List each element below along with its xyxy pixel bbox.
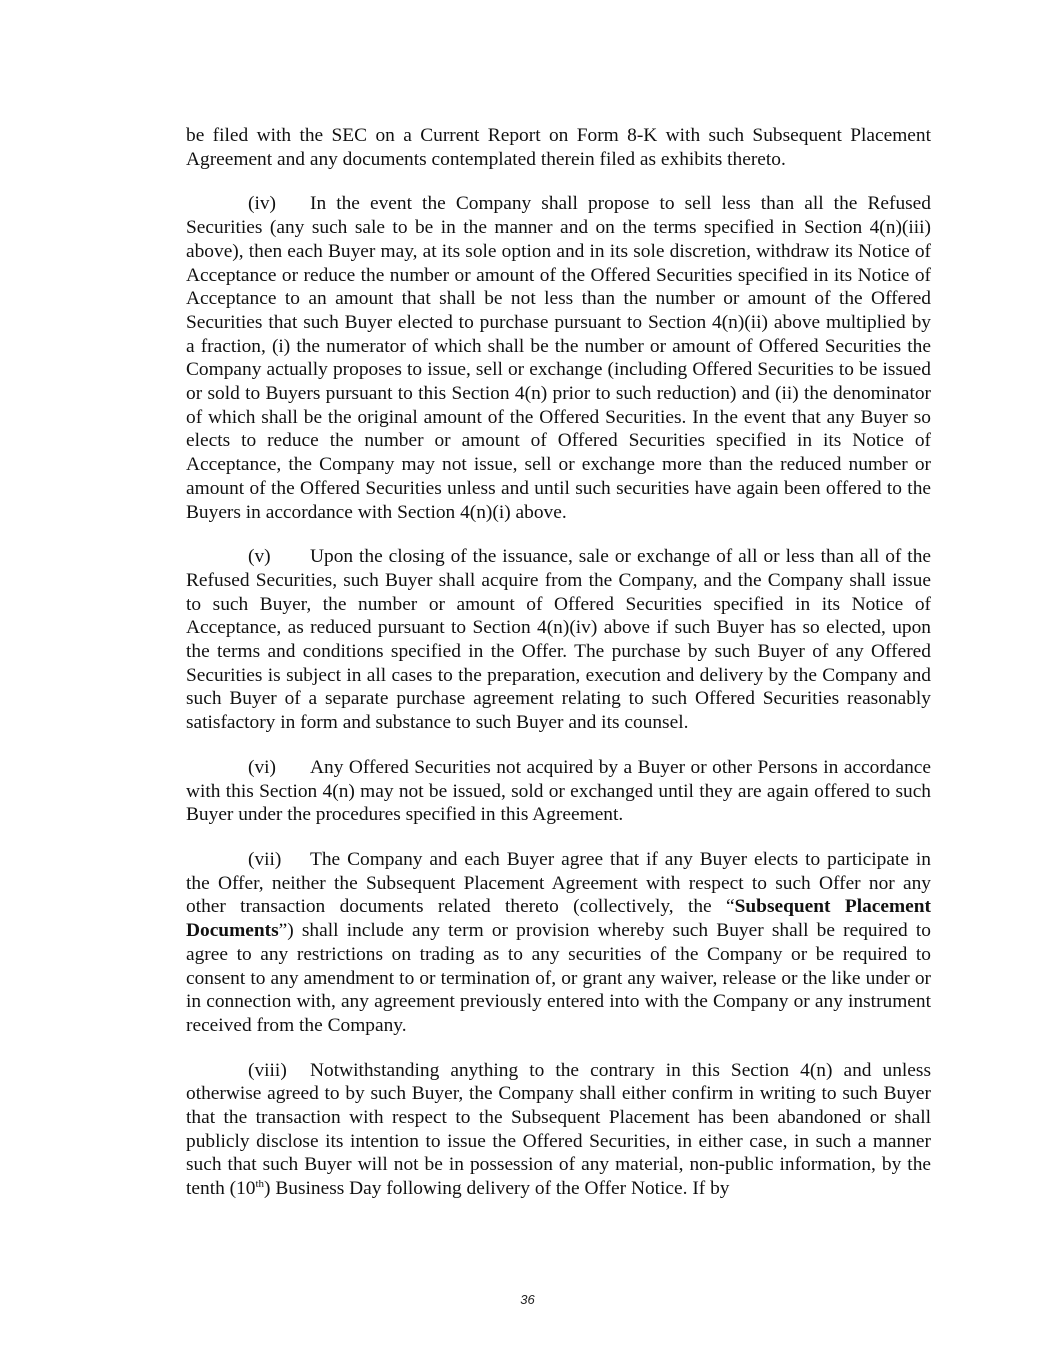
paragraph-label: (viii) (248, 1059, 287, 1081)
paragraph-v (186, 545, 931, 735)
paragraph-text: In the event the Company shall propose to sell less than all the Refused Securities (any such sale to be in the manner and on the terms specified in Section 4(n)(iii) above), then each Buyer may, at its sole option and in its sole discretion, withdraw its Notice of Acceptance or reduce the number or amount of the Offered Securities specified in its Notice of Acceptance to an amount that shall be not less than the number or amount of the Offered Securities that such Buyer elected to purchase pursuant to Section 4(n)(ii) above multiplied by a fraction, (i) the numerator of which shall be the number or amount of Offered Securities the Company actually proposes to issue, sell or exchange (including Offered Securities to be issued or sold to Buyers pursuant to this Section 4(n) prior to such reduction) and (ii) the denominator of which shall be the original amount of the Offered Securities. In the event that any Buyer so elects to reduce the number or amount of Offered Securities specified in its Notice of Acceptance, the Company may not issue, sell or exchange more than the reduced number or amount of the Offered Securities unless and until such securities have again been offered to the Buyers in accordance with Section 4(n)(i) above. (186, 193, 931, 523)
paragraph-text: Notwithstanding anything to the contrary in this Section 4(n) and unless otherwise agreed to by such Buyer, the Company shall either confirm in writing to such Buyer that the transaction with respect to the Subsequent Placement has been abandoned or shall publicly disclose its intention to issue the Offered Securities, in either case, in such a manner such that such Buyer will not be in possession of any material, non-public information, by the tenth (10 (186, 1059, 931, 1200)
paragraph-viii (186, 1059, 931, 1201)
paragraph-text: Upon the closing of the issuance, sale or exchange of all or less than all of the Refused Securities, such Buyer shall acquire from the Company, and the Company shall issue to such Buyer, the number or amount of Offered Securities specified in its Notice of Acceptance, as reduced pursuant to Section 4(n)(iv) above if such Buyer has so elected, upon the terms and conditions specified in the Offer. The purchase by such Buyer of any Offered Securities is subject in all cases to the preparation, execution and delivery by the Company and such Buyer of a separate purchase agreement relating to such Offered Securities reasonably satisfactory in form and substance to such Buyer and its counsel. (186, 546, 931, 734)
ordinal-superscript: th (255, 1178, 265, 1191)
continuation-paragraph: be filed with the SEC on a Current Report on Form 8-K with such Subsequent Placement Agreement and any documents contemplated therein filed as exhibits thereto. (186, 125, 931, 170)
paragraph-vii (186, 848, 931, 1038)
paragraph-vi (186, 756, 931, 827)
paragraph-label: (vi) (248, 756, 276, 778)
paragraph-label: (vii) (248, 848, 282, 870)
paragraph-text: Any Offered Securities not acquired by a Buyer or other Persons in accordance with this Section 4(n) may not be issued, sold or exchanged until they are again offered to such Buyer under the procedures specified in this Agreement. (186, 756, 931, 826)
paragraph-text: The Company and each Buyer agree that if any Buyer elects to participate in the Offer, neither the Subsequent Placement Agreement with respect to such Offer nor any other transaction documents related thereto (collectively, the “ (186, 848, 931, 918)
paragraph-label: (v) (248, 546, 271, 568)
paragraph-iv (186, 192, 931, 524)
page-number: 36 (520, 1292, 535, 1307)
paragraph-text-end: ) Business Day following delivery of the Offer Notice. If by (264, 1178, 730, 1200)
paragraph-label: (iv) (248, 193, 276, 215)
document-page (186, 124, 931, 1222)
defined-term: Subsequent Placement Documents (186, 896, 931, 942)
paragraph-text-end: ”) shall include any term or provision whereby such Buyer shall be required to agree to any restrictions on trading as to any securities of the Company or be required to consent to any amendment to or termination of, or grant any waiver, release or the like under or in connection with, any agreement previously entered into with the Company or any instrument received from the Company. (186, 920, 931, 1036)
